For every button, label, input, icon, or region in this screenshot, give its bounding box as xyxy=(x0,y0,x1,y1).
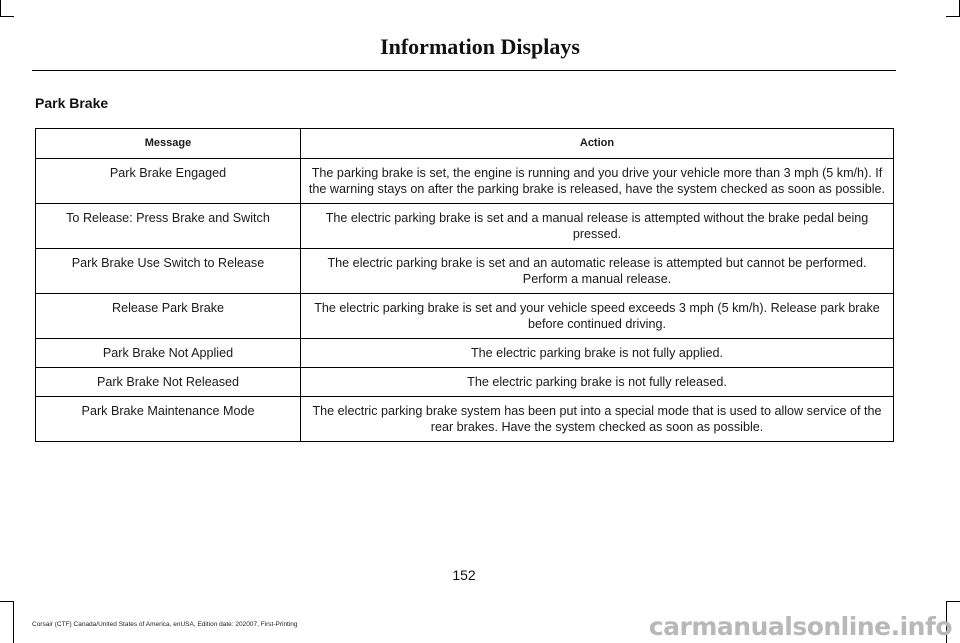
watermark-logo: carmanualsonline.info xyxy=(648,612,952,641)
column-header-action: Action xyxy=(301,129,894,159)
crop-mark xyxy=(0,601,14,602)
page-number: 152 xyxy=(452,567,476,583)
action-cell: The electric parking brake system has been put into a special mode that is used to allow service of the rear brakes. Have the system checked as soon as possible. xyxy=(301,397,894,442)
message-cell: Park Brake Not Applied xyxy=(36,339,301,368)
action-cell: The electric parking brake is not fully released. xyxy=(301,368,894,397)
action-cell: The electric parking brake is set and your vehicle speed exceeds 3 mph (5 km/h). Release park brake before continued driving. xyxy=(301,294,894,339)
table-row xyxy=(36,249,894,294)
action-cell: The electric parking brake is set and a manual release is attempted without the brake pedal being pressed. xyxy=(301,204,894,249)
table-row xyxy=(36,397,894,442)
action-cell: The parking brake is set, the engine is running and you drive your vehicle more than 3 mph (5 km/h). If the warning stays on after the parking brake is released, have the system checked as soon as possible. xyxy=(301,159,894,204)
crop-mark xyxy=(946,601,960,602)
message-cell: To Release: Press Brake and Switch xyxy=(36,204,301,249)
page-title: Information Displays xyxy=(380,34,580,59)
column-header-message: Message xyxy=(36,129,301,159)
message-cell: Release Park Brake xyxy=(36,294,301,339)
message-cell: Park Brake Maintenance Mode xyxy=(36,397,301,442)
table-row xyxy=(36,294,894,339)
message-cell: Park Brake Not Released xyxy=(36,368,301,397)
section-heading: Park Brake xyxy=(35,95,109,111)
crop-mark xyxy=(946,16,960,17)
action-cell: The electric parking brake is not fully applied. xyxy=(301,339,894,368)
table-row xyxy=(36,159,894,204)
table-header-row xyxy=(36,129,894,159)
header-divider xyxy=(32,70,896,71)
table-row xyxy=(36,339,894,368)
crop-mark xyxy=(13,601,14,643)
message-cell: Park Brake Engaged xyxy=(36,159,301,204)
table-row xyxy=(36,368,894,397)
message-cell: Park Brake Use Switch to Release xyxy=(36,249,301,294)
crop-mark xyxy=(0,16,14,17)
park-brake-message-table xyxy=(35,128,894,442)
table-row xyxy=(36,204,894,249)
crop-mark xyxy=(0,0,1,17)
action-cell: The electric parking brake is set and an automatic release is attempted but cannot be performed. Perform a manual release. xyxy=(301,249,894,294)
footer-edition-text: Corsair (CTF) Canada/United States of America, enUSA, Edition date: 202007, First-Printing xyxy=(32,621,298,628)
